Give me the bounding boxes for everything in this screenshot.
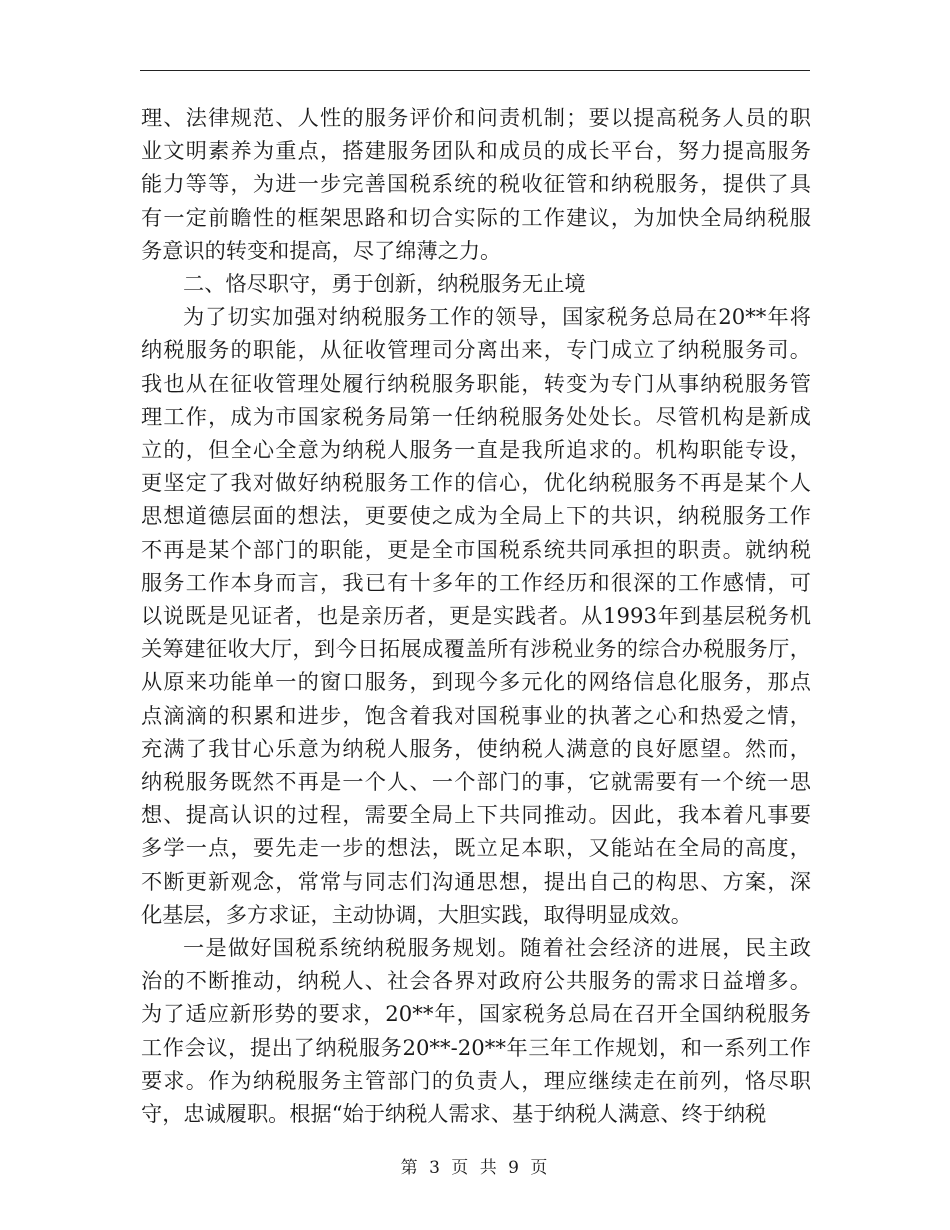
paragraph-line: 治的不断推动，纳税人、社会各界对政府公共服务的需求日益增多。 [141, 968, 811, 994]
paragraph-line: 想、提高认识的过程，需要全局上下共同推动。因此，我本着凡事要 [141, 802, 811, 828]
body-text [141, 101, 811, 1130]
paragraph-line: 服务工作本身而言，我已有十多年的工作经历和很深的工作感情，可 [141, 569, 811, 595]
paragraph-line: 不再是某个部门的职能，更是全市国税系统共同承担的职责。就纳税 [141, 536, 811, 562]
paragraph-line: 守，忠诚履职。根据“始于纳税人需求、基于纳税人满意、终于纳税 [141, 1101, 767, 1127]
paragraph-line: 关筹建征收大厅，到今日拓展成覆盖所有涉税业务的综合办税服务厅， [141, 636, 811, 662]
paragraph-line: 不断更新观念，常常与同志们沟通思想，提出自己的构思、方案，深 [141, 868, 811, 894]
paragraph-line: 为了切实加强对纳税服务工作的领导，国家税务总局在20**年将 [183, 304, 811, 330]
paragraph-line: 为了适应新形势的要求，20**年，国家税务总局在召开全国纳税服务 [141, 1001, 811, 1027]
paragraph-line: 以说既是见证者，也是亲历者，更是实践者。从1993年到基层税务机 [141, 603, 811, 629]
paragraph-line: 务意识的转变和提高，尽了绵薄之力。 [141, 237, 502, 263]
paragraph-line: 点滴滴的积累和进步，饱含着我对国税事业的执著之心和热爱之情， [141, 702, 811, 728]
paragraph-line: 立的，但全心全意为纳税人服务一直是我所追求的。机构职能专设， [141, 437, 811, 463]
paragraph-line: 二、恪尽职守，勇于创新，纳税服务无止境 [183, 271, 586, 297]
paragraph-line: 我也从在征收管理处履行纳税服务职能，转变为专门从事纳税服务管 [141, 370, 811, 396]
paragraph-line: 多学一点，要先走一步的想法，既立足本职，又能站在全局的高度， [141, 835, 811, 861]
paragraph-line: 有一定前瞻性的框架思路和切合实际的工作建议，为加快全局纳税服 [141, 204, 811, 230]
paragraph-line: 更坚定了我对做好纳税服务工作的信心，优化纳税服务不再是某个人 [141, 470, 811, 496]
paragraph-line: 思想道德层面的想法，更要使之成为全局上下的共识，纳税服务工作 [141, 503, 811, 529]
paragraph-line: 从原来功能单一的窗口服务，到现今多元化的网络信息化服务，那点 [141, 669, 811, 695]
header-rule [140, 70, 810, 71]
paragraph-line: 工作会议，提出了纳税服务20**-20**年三年工作规划，和一系列工作 [141, 1034, 811, 1060]
paragraph-line: 纳税服务的职能，从征收管理司分离出来，专门成立了纳税服务司。 [141, 337, 811, 363]
paragraph-line: 理工作，成为市国家税务局第一任纳税服务处处长。尽管机构是新成 [141, 403, 811, 429]
paragraph-line: 要求。作为纳税服务主管部门的负责人，理应继续走在前列，恪尽职 [141, 1067, 811, 1093]
page-footer: 第 3 页 共 9 页 [400, 1158, 550, 1178]
paragraph-line: 理、法律规范、人性的服务评价和问责机制；要以提高税务人员的职 [141, 105, 811, 130]
paragraph-line: 纳税服务既然不再是一个人、一个部门的事，它就需要有一个统一思 [141, 769, 811, 795]
paragraph-line: 能力等等，为进一步完善国税系统的税收征管和纳税服务，提供了具 [141, 171, 811, 197]
paragraph-line: 充满了我甘心乐意为纳税人服务，使纳税人满意的良好愿望。然而， [141, 735, 811, 761]
paragraph-line: 一是做好国税系统纳税服务规划。随着社会经济的进展，民主政 [183, 935, 811, 961]
paragraph-line: 业文明素养为重点，搭建服务团队和成员的成长平台，努力提高服务 [141, 138, 811, 164]
paragraph-line: 化基层，多方求证，主动协调，大胆实践，取得明显成效。 [141, 901, 692, 927]
